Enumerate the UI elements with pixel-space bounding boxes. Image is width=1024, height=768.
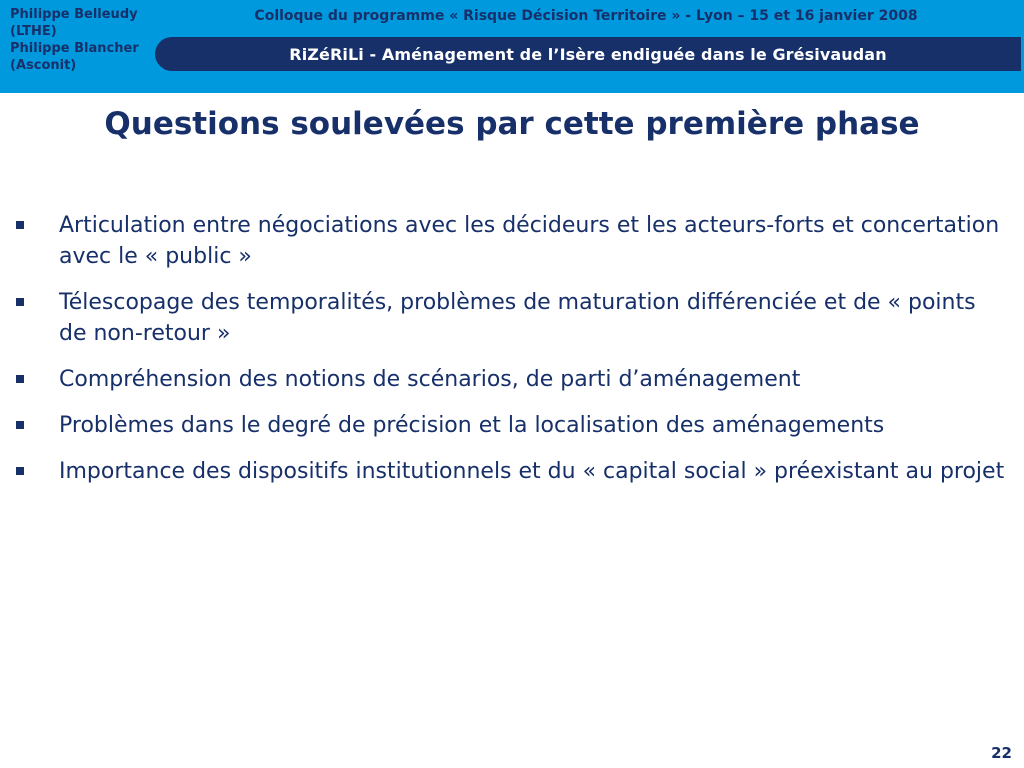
project-title-banner (155, 37, 1021, 71)
author-name: Philippe Belleudy (10, 7, 138, 22)
slide-title: Questions soulevées par cette première phase (104, 106, 920, 142)
bullet-list (16, 210, 1006, 502)
conference-title: Colloque du programme « Risque Décision Territoire » - Lyon – 15 et 16 janvier 2008 (254, 8, 918, 24)
square-bullet-icon (16, 421, 24, 429)
bullet-text: Problèmes dans le degré de précision et la localisation des aménagements (59, 413, 885, 438)
author-name: Philippe Blancher (10, 41, 139, 56)
bullet-item (16, 210, 1006, 272)
bullet-item (16, 410, 1006, 441)
square-bullet-icon (16, 221, 24, 229)
bullet-item (16, 456, 1006, 487)
author-affiliation: (Asconit) (10, 58, 77, 73)
project-title: RiZéRiLi - Aménagement de l’Isère endiguée dans le Grésivaudan (289, 44, 887, 64)
bullet-item (16, 287, 1006, 349)
square-bullet-icon (16, 375, 24, 383)
header-band (0, 0, 1024, 93)
bullet-text: Télescopage des temporalités, problèmes de maturation différenciée et de « points de non-retour » (59, 290, 976, 346)
bullet-text: Importance des dispositifs institutionnels et du « capital social » préexistant au projet (59, 459, 1005, 484)
bullet-text: Compréhension des notions de scénarios, de parti d’aménagement (59, 367, 801, 392)
bullet-item (16, 364, 1006, 395)
page-number: 22 (991, 744, 1012, 762)
square-bullet-icon (16, 467, 24, 475)
square-bullet-icon (16, 298, 24, 306)
authors-block (10, 6, 155, 74)
bullet-text: Articulation entre négociations avec les décideurs et les acteurs-forts et concertation avec le « public » (59, 213, 1000, 269)
author-affiliation: (LTHE) (10, 24, 57, 39)
